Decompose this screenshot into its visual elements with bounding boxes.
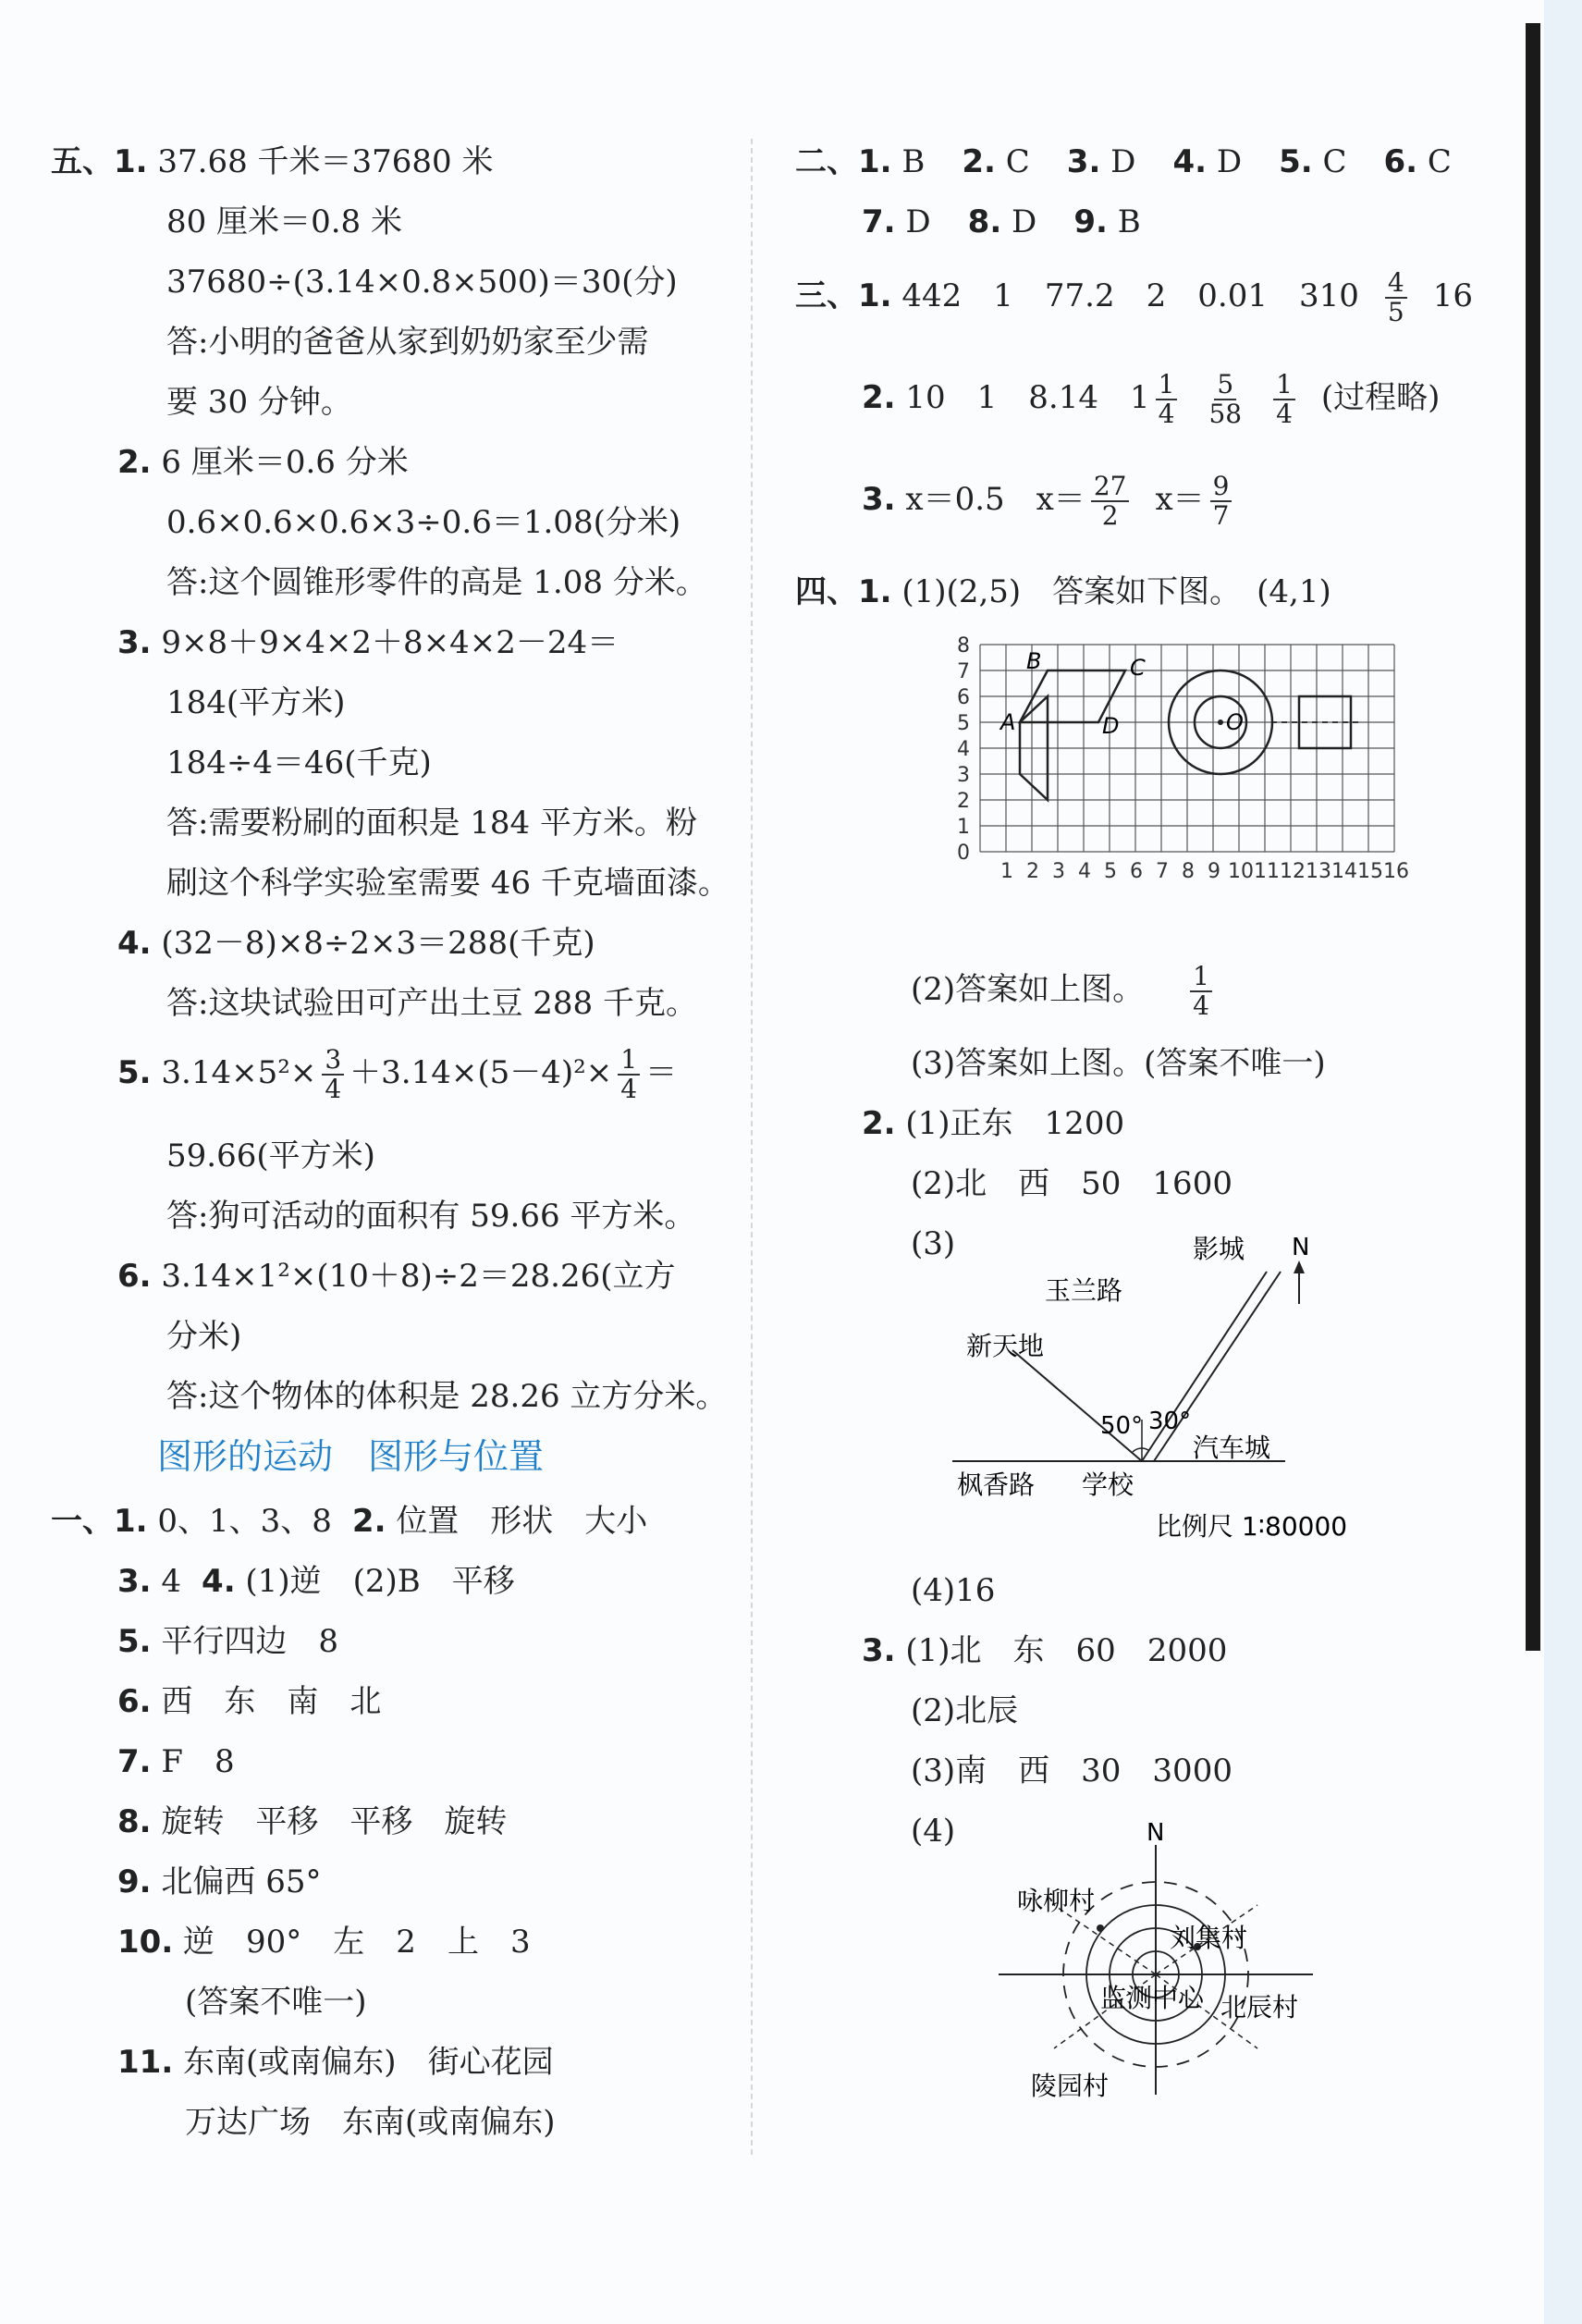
- x-axis-label: 15: [1357, 860, 1383, 883]
- answer-line: 二、1. B 2. C 3. D 4. D 5. C 6. C: [795, 143, 1452, 180]
- answer-line: 分米): [166, 1318, 242, 1355]
- column-divider: [751, 139, 753, 2155]
- x-axis-label: 9: [1208, 860, 1220, 883]
- section-title: 图形的运动 图形与位置: [157, 1436, 545, 1477]
- y-axis-label: 3: [957, 764, 970, 787]
- x-axis-label: 7: [1156, 860, 1169, 883]
- answer-line: 4. (32－8)×8÷2×3＝288(千克): [117, 925, 595, 962]
- angle-50-label: 50°: [1100, 1412, 1144, 1440]
- answer-line: [862, 203, 1141, 240]
- label-b: B: [1026, 648, 1042, 674]
- y-axis-label: 6: [957, 686, 970, 709]
- y-axis-label: 8: [957, 634, 970, 658]
- answer-line: (答案不唯一): [185, 1984, 367, 2021]
- answer-line: 3. x＝0.5 x＝ $\frac{27}{2}$ x＝ $\frac{9}{7}$: [862, 472, 1237, 530]
- choice-answer: 2. C: [962, 143, 1030, 180]
- answer-line: 3. 9×8＋9×4×2＋8×4×2－24＝: [117, 624, 619, 661]
- answer-line: (2)北 西 50 1600: [911, 1165, 1232, 1202]
- answer-line: 四、1. (1)(2,5) 答案如下图。 (4,1): [795, 573, 1331, 610]
- fraction: $\frac{4}{5}$: [1385, 269, 1407, 326]
- answer-line: 6. 西 东 南 北: [117, 1683, 382, 1720]
- answer-line: 8. 旋转 平移 平移 旋转: [117, 1803, 508, 1840]
- fraction: $\frac{5}{58}$: [1208, 369, 1243, 429]
- answer-line: (3)南 西 30 3000: [911, 1752, 1232, 1789]
- scale-label: 比例尺 1∶80000: [1156, 1511, 1348, 1542]
- answer-line: 5. 平行四边 8: [117, 1623, 339, 1660]
- x-axis-label: 11: [1254, 860, 1280, 883]
- fraction: $\frac{1}{4}$: [1190, 963, 1212, 1020]
- x-axis-label: 12: [1280, 860, 1306, 883]
- answer-line: 答:狗可活动的面积有 59.66 平方米。: [166, 1198, 696, 1235]
- x-axis-label: 5: [1104, 860, 1117, 883]
- answer-line: 万达广场 东南(或南偏东): [185, 2104, 556, 2141]
- x-axis-label: 4: [1078, 860, 1091, 883]
- yingcheng-label: 影城: [1193, 1234, 1245, 1264]
- answer-line: 10. 逆 90° 左 2 上 3: [117, 1924, 531, 1961]
- fraction: $\frac{1}{4}$: [1156, 371, 1178, 428]
- y-axis-label: 4: [957, 738, 970, 761]
- answer-line: 6. 3.14×1²×(10＋8)÷2＝28.26(立方: [117, 1258, 676, 1295]
- beichencun-label: 北辰村: [1220, 1992, 1299, 2023]
- jiancezhongxin-label: 监测中心: [1100, 1983, 1205, 2013]
- direction-map-2: [962, 1817, 1368, 2132]
- answer-line: 一、1. 0、1、3、8 2. 位置 形状 大小: [51, 1503, 648, 1540]
- y-axis-label: 7: [957, 660, 970, 683]
- answer-line: 11. 东南(或南偏东) 街心花园: [117, 2044, 554, 2081]
- answer-line: 9. 北偏西 65°: [117, 1863, 322, 1900]
- answer-line: (2)答案如上图。 $\frac{1}{4}$: [911, 962, 1218, 1020]
- answer-line: 3. (1)北 东 60 2000: [862, 1632, 1228, 1669]
- answer-line: (3)答案如上图。(答案不唯一): [911, 1045, 1326, 1082]
- direction-map-1: [943, 1235, 1461, 1540]
- fraction: $\frac{1}{4}$: [1273, 371, 1295, 428]
- road-to-xintiandi: [1012, 1350, 1142, 1461]
- answer-line: (4): [911, 1813, 956, 1850]
- answer-line: (3): [911, 1225, 956, 1262]
- answer-line: (2)北辰: [911, 1692, 1019, 1729]
- answer-line: 答:小明的爸爸从家到奶奶家至少需: [166, 324, 649, 361]
- choice-answer: 9. B: [1073, 203, 1141, 240]
- answer-line: 答:这块试验田可产出土豆 288 千克。: [166, 985, 697, 1022]
- x-axis-label: 10: [1228, 860, 1254, 883]
- fengxianglu-label: 枫香路: [957, 1469, 1036, 1500]
- y-axis-label: 2: [957, 790, 970, 813]
- angle-arc: [1133, 1448, 1148, 1452]
- x-axis-label: 2: [1026, 860, 1039, 883]
- label-o: O: [1226, 709, 1244, 735]
- answer-line: 3. 4 4. (1)逆 (2)B 平移: [117, 1563, 515, 1600]
- answer-line: 0.6×0.6×0.6×3÷0.6＝1.08(分米): [166, 504, 681, 541]
- answer-line: 答:需要粉刷的面积是 184 平方米。粉: [166, 805, 697, 842]
- answer-line: 184(平方米): [166, 684, 346, 721]
- answer-line: 7. F 8: [117, 1743, 235, 1780]
- x-axis-label: 14: [1331, 860, 1357, 883]
- fraction: $\frac{3}{4}$: [322, 1046, 344, 1103]
- x-axis-label: 16: [1383, 860, 1409, 883]
- coordinate-grid-figure: [952, 633, 1409, 911]
- answer-line: 2. 6 厘米＝0.6 分米: [117, 444, 409, 481]
- y-axis-label: 1: [957, 816, 970, 839]
- fraction: $\frac{27}{2}$: [1091, 473, 1130, 530]
- x-axis-label: 6: [1130, 860, 1143, 883]
- label-c: C: [1130, 655, 1146, 681]
- answer-line: 5. 3.14×5²× $\frac{3}{4}$ ＋3.14×(5－4)²× $\frac{1}{4}$ ＝: [117, 1044, 678, 1104]
- answer-line: 刷这个科学实验室需要 46 千克墙面漆。: [166, 865, 730, 902]
- x-axis-label: 1: [1000, 860, 1013, 883]
- xuexiao-label: 学校: [1082, 1469, 1134, 1500]
- lingyuancun-label: 陵园村: [1031, 2071, 1110, 2101]
- answer-line: 答:这个物体的体积是 28.26 立方分米。: [166, 1378, 728, 1415]
- choice-answer: 4. D: [1172, 143, 1243, 180]
- choice-answer: 5. C: [1279, 143, 1347, 180]
- yongliucun-label: 咏柳村: [1017, 1886, 1096, 1916]
- liujicun-label: 刘集村: [1170, 1923, 1248, 1953]
- choice-answer: 3. D: [1066, 143, 1136, 180]
- answer-line: 五、1. 37.68 千米＝37680 米: [51, 143, 494, 180]
- page-edge: [1526, 23, 1540, 1651]
- answer-line: (4)16: [911, 1572, 996, 1609]
- x-axis-label: 3: [1052, 860, 1065, 883]
- north-label: N: [1147, 1819, 1165, 1847]
- answer-line: 2. 10 1 8.14 1 $\frac{1}{4}$ $\frac{5}{58}$ $\frac{1}{4}$ (过程略): [862, 369, 1441, 429]
- label-d: D: [1102, 713, 1120, 739]
- answer-line: 要 30 分钟。: [166, 384, 352, 421]
- answer-line: 184÷4＝46(千克): [166, 744, 432, 781]
- yulanlu-label: 玉兰路: [1045, 1275, 1123, 1306]
- angle-30-label: 30°: [1148, 1408, 1192, 1435]
- xintiandi-label: 新天地: [966, 1331, 1045, 1361]
- fraction: $\frac{9}{7}$: [1210, 473, 1232, 530]
- choice-answer: 7. D: [862, 203, 931, 240]
- north-arrow-icon: [1294, 1260, 1305, 1273]
- center-point: [1218, 719, 1223, 725]
- answer-line: 37680÷(3.14×0.8×500)＝30(分): [166, 264, 678, 301]
- y-axis-label: 5: [957, 712, 970, 735]
- choice-answer: 8. D: [967, 203, 1037, 240]
- yongliu-point: [1097, 1924, 1104, 1932]
- x-axis-label: 8: [1182, 860, 1195, 883]
- choice-answer: 6. C: [1383, 143, 1452, 180]
- fraction: $\frac{1}{4}$: [618, 1046, 640, 1103]
- answer-line: 答:这个圆锥形零件的高是 1.08 分米。: [166, 564, 707, 601]
- label-a: A: [1000, 709, 1016, 735]
- answer-line: 80 厘米＝0.8 米: [166, 203, 402, 240]
- qichecheng-label: 汽车城: [1193, 1433, 1271, 1463]
- x-axis-label: 13: [1306, 860, 1331, 883]
- answer-line: 三、1. 442 1 77.2 2 0.01 310 $\frac{4}{5}$ 16: [795, 267, 1473, 327]
- north-label: N: [1292, 1234, 1310, 1261]
- answer-line: 2. (1)正东 1200: [862, 1105, 1125, 1142]
- answer-line: 59.66(平方米): [166, 1137, 375, 1174]
- y-axis-label: 0: [957, 842, 970, 865]
